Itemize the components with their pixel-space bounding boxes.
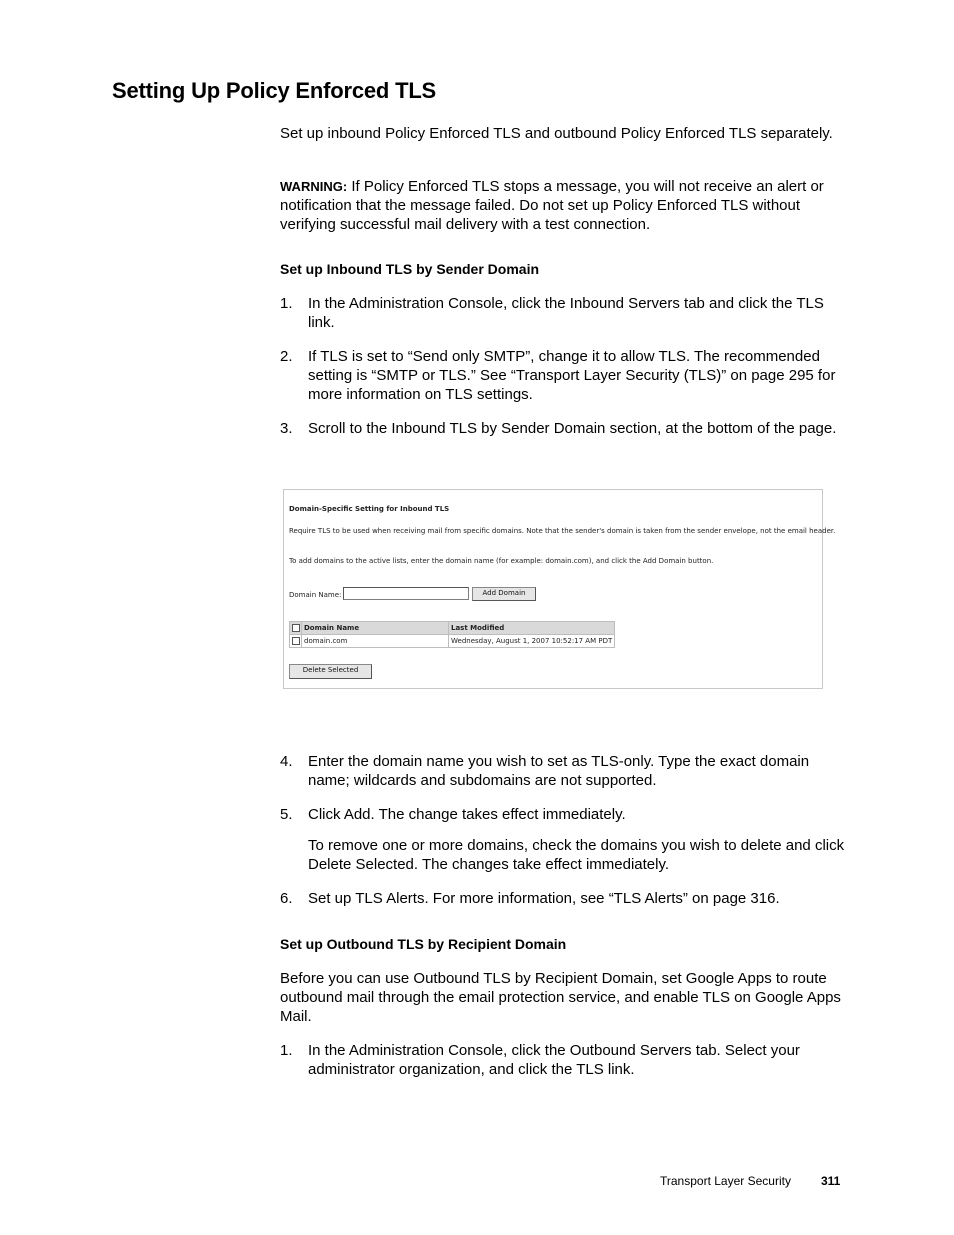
step-number: 1.	[280, 1042, 293, 1059]
domain-name-label: Domain Name:	[289, 591, 342, 599]
step-text: In the Administration Console, click the Inbound Servers tab and click the TLS link.	[308, 295, 824, 331]
inbound-tls-screenshot	[283, 489, 836, 689]
remove-note: To remove one or more domains, check the domains you wish to delete and click Delete Selected. The changes take effect immediately.	[308, 837, 845, 873]
step-text: Set up TLS Alerts. For more information, see “TLS Alerts” on page 316.	[308, 890, 780, 907]
table-header-row	[290, 622, 615, 635]
modified-cell: Wednesday, August 1, 2007 10:52:17 AM PDT	[449, 635, 615, 648]
outbound-intro: Before you can use Outbound TLS by Recipient Domain, set Google Apps to route outbound mail through the email protection service, and enable TLS on Google Apps Mail.	[280, 970, 841, 1025]
footer-section-title: Transport Layer Security	[660, 1174, 791, 1188]
intro-paragraph: Set up inbound Policy Enforced TLS and outbound Policy Enforced TLS separately.	[280, 125, 833, 142]
warning-label: WARNING:	[280, 179, 348, 194]
step-number: 3.	[280, 420, 293, 437]
page-title: Setting Up Policy Enforced TLS	[112, 78, 437, 103]
step-number: 6.	[280, 890, 293, 907]
list-item	[280, 294, 845, 332]
step-text: Scroll to the Inbound TLS by Sender Domain section, at the bottom of the page.	[308, 420, 837, 437]
select-all-checkbox-cell	[290, 622, 302, 635]
screenshot-description: Require TLS to be used when receiving mail from specific domains. Note that the sender's domain is taken from the sender envelope, not the email header.	[289, 527, 836, 535]
warning-paragraph	[280, 177, 845, 234]
inbound-heading: Set up Inbound TLS by Sender Domain	[280, 261, 540, 277]
step-text: If TLS is set to “Send only SMTP”, change it to allow TLS. The recommended setting is “SMTP or TLS.” See “Transport Layer Security (TLS)” on page 295 for more information on TLS settings.	[308, 348, 836, 403]
column-header-modified: Last Modified	[449, 622, 615, 635]
domain-name-input[interactable]	[343, 587, 469, 600]
list-item	[280, 419, 845, 438]
add-domain-button[interactable]: Add Domain	[472, 587, 536, 601]
step-text: Click Add. The change takes effect immediately.	[308, 806, 626, 823]
row-checkbox-cell	[290, 635, 302, 648]
outbound-heading: Set up Outbound TLS by Recipient Domain	[280, 936, 567, 952]
warning-text: If Policy Enforced TLS stops a message, you will not receive an alert or notification that the message failed. Do not set up Policy Enforced TLS without verifying successful mail delivery with a test connection.	[280, 178, 824, 233]
select-all-checkbox[interactable]	[292, 624, 300, 632]
step-number: 1.	[280, 295, 293, 312]
step-number: 4.	[280, 753, 293, 770]
screenshot-instructions: To add domains to the active lists, enter the domain name (for example: domain.com), and click the Add Domain button.	[289, 557, 714, 565]
domain-cell: domain.com	[302, 635, 449, 648]
row-checkbox[interactable]	[292, 637, 300, 645]
list-item	[280, 889, 845, 908]
list-item	[280, 347, 845, 404]
step-number: 2.	[280, 348, 293, 365]
table-row	[290, 635, 615, 648]
list-item	[280, 1041, 845, 1079]
step-text: Enter the domain name you wish to set as TLS-only. Type the exact domain name; wildcards and subdomains are not supported.	[308, 753, 810, 789]
domain-table	[289, 621, 615, 648]
delete-selected-button[interactable]: Delete Selected	[289, 664, 372, 679]
step-number: 5.	[280, 806, 293, 823]
list-item	[280, 752, 845, 790]
list-item	[280, 805, 845, 824]
column-header-domain: Domain Name	[302, 622, 449, 635]
screenshot-title: Domain-Specific Setting for Inbound TLS	[289, 505, 450, 513]
step-text: In the Administration Console, click the Outbound Servers tab. Select your administrator organization, and click the TLS link.	[308, 1042, 800, 1078]
page-number: 311	[821, 1174, 841, 1188]
